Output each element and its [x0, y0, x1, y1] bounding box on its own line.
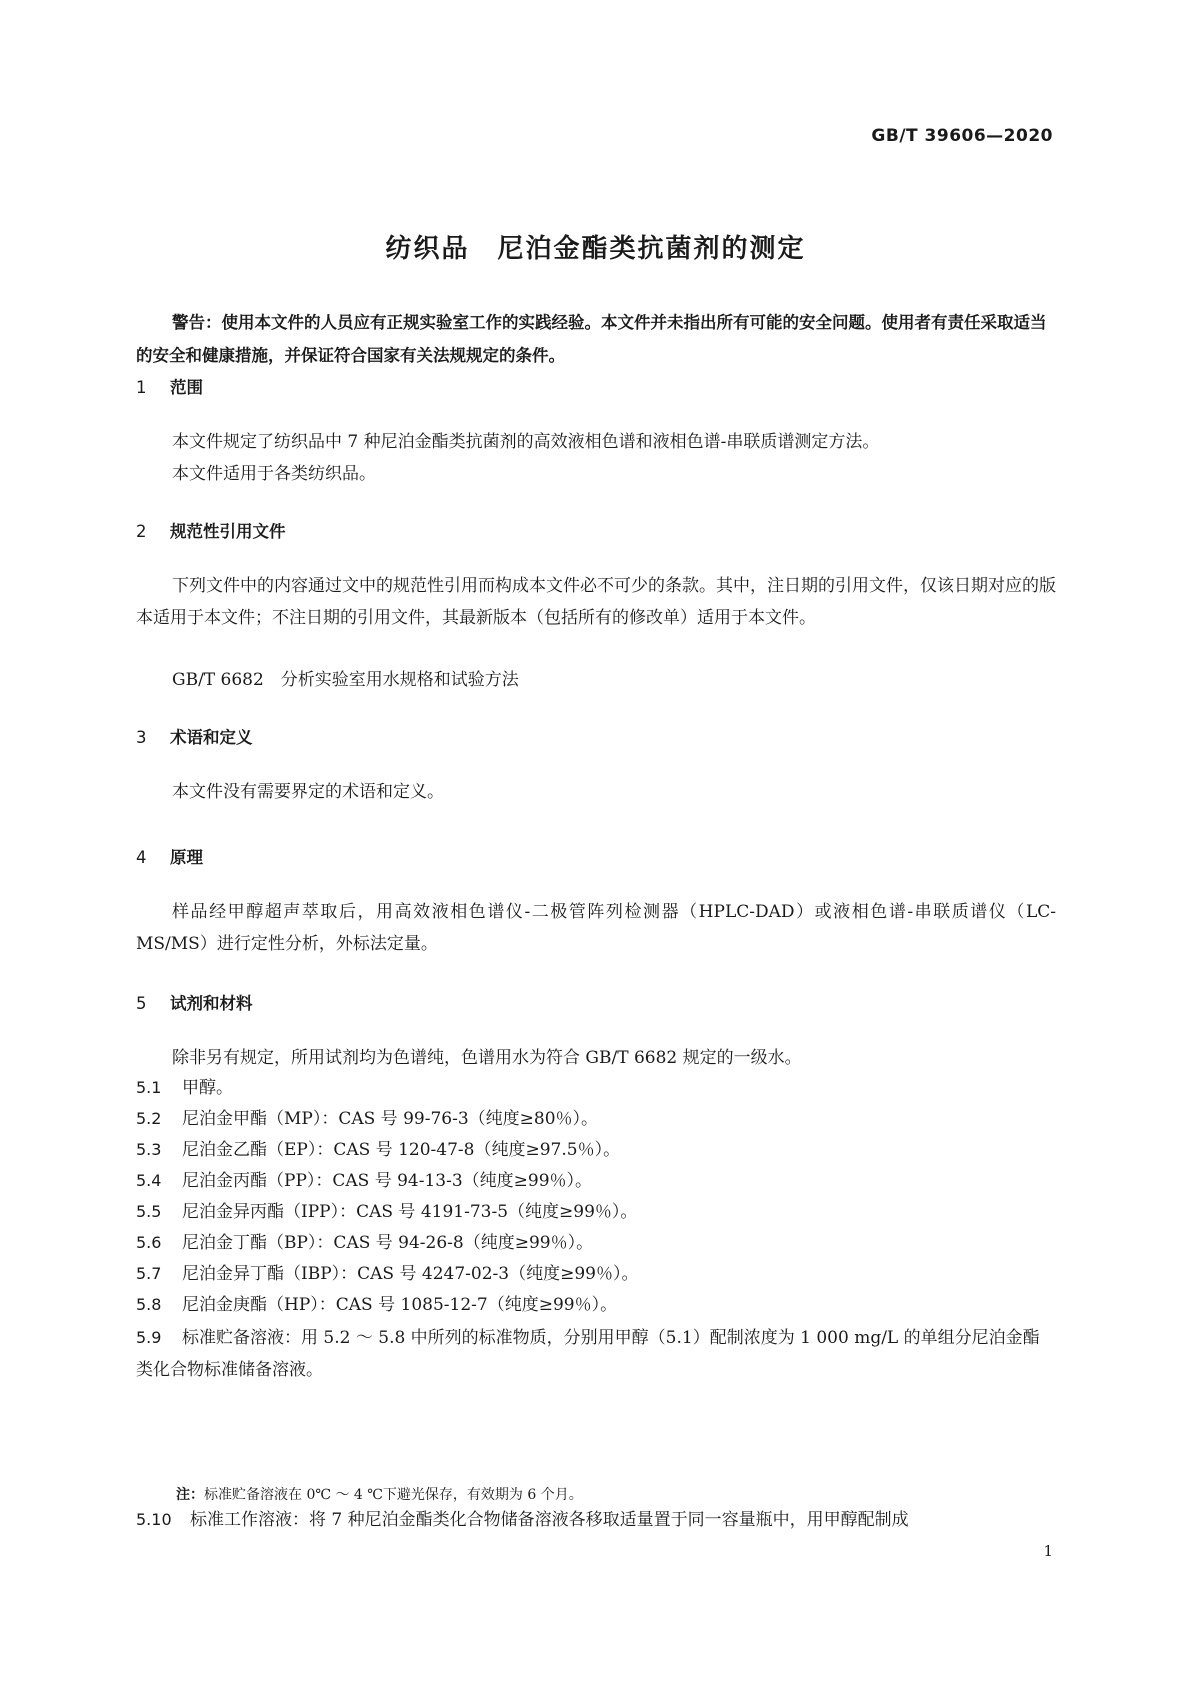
item-number: 5.2	[136, 1109, 162, 1128]
list-item	[136, 1103, 1056, 1135]
list-item	[136, 1504, 1056, 1536]
item-text: 尼泊金丁酯（BP）：CAS 号 94-26-8（纯度≥99％）。	[182, 1233, 594, 1253]
section-number: 1	[136, 378, 147, 397]
item-text: 尼泊金丙酯（PP）：CAS 号 94-13-3（纯度≥99％）。	[182, 1171, 593, 1191]
item-number: 5.5	[136, 1202, 162, 1221]
item-number: 5.10	[136, 1510, 172, 1529]
list-item	[136, 1196, 1056, 1228]
item-text: 尼泊金庚酯（HP）：CAS 号 1085-12-7（纯度≥99％）。	[182, 1295, 618, 1315]
warning-text: 警告：使用本文件的人员应有正规实验室工作的实践经验。本文件并未指出所有可能的安全问题。使用者有责任采取适当的安全和健康措施，并保证符合国家有关法规规定的条件。	[136, 313, 1047, 365]
paragraph: 下列文件中的内容通过文中的规范性引用而构成本文件必不可少的条款。其中，注日期的引用文件，仅该日期对应的版本适用于本文件；不注日期的引用文件，其最新版本（包括所有的修改单）适用于本文件。	[136, 576, 1056, 628]
item-text: 尼泊金异丙酯（IPP）：CAS 号 4191-73-5（纯度≥99％）。	[182, 1202, 638, 1222]
section-title: 术语和定义	[170, 728, 253, 747]
note	[176, 1484, 583, 1504]
section-heading-5	[136, 990, 253, 1014]
section-title: 原理	[170, 848, 203, 867]
item-number: 5.7	[136, 1264, 162, 1283]
list-item	[136, 1258, 1056, 1290]
list-item	[136, 1134, 1056, 1166]
section-heading-2	[136, 518, 286, 542]
list-item	[136, 1322, 1056, 1386]
item-text: 甲醇。	[182, 1078, 233, 1098]
list-item	[136, 1227, 1056, 1259]
paragraph: 本文件适用于各类纺织品。	[172, 464, 376, 484]
section-heading-3	[136, 724, 253, 748]
item-text: 尼泊金甲酯（MP）：CAS 号 99-76-3（纯度≥80％）。	[182, 1109, 599, 1129]
section-title: 试剂和材料	[170, 994, 253, 1013]
list-item	[136, 1165, 1056, 1197]
item-text: 标准贮备溶液：用 5.2 ～ 5.8 中所列的标准物质，分别用甲醇（5.1）配制浓度为 1 000 mg/L 的单组分尼泊金酯类化合物标准储备溶液。	[136, 1328, 1040, 1380]
page-number: 1	[1043, 1542, 1053, 1560]
item-number: 5.9	[136, 1328, 162, 1347]
paragraph: 本文件规定了纺织品中 7 种尼泊金酯类抗菌剂的高效液相色谱和液相色谱-串联质谱测定方法。	[172, 432, 880, 452]
section-number: 2	[136, 522, 147, 541]
section-heading-4	[136, 844, 203, 868]
item-number: 5.1	[136, 1078, 162, 1097]
standard-code: GB/T 39606—2020	[871, 126, 1053, 146]
item-number: 5.4	[136, 1171, 162, 1190]
list-item	[136, 1072, 1056, 1104]
section-title: 规范性引用文件	[170, 522, 286, 541]
section-number: 3	[136, 728, 147, 747]
note-label: 注：	[176, 1487, 204, 1503]
reference-item: GB/T 6682 分析实验室用水规格和试验方法	[172, 670, 519, 690]
item-number: 5.3	[136, 1140, 162, 1159]
item-text: 尼泊金乙酯（EP）：CAS 号 120-47-8（纯度≥97.5％）。	[182, 1140, 621, 1160]
section-number: 4	[136, 848, 147, 867]
section-number: 5	[136, 994, 147, 1013]
paragraph: 本文件没有需要界定的术语和定义。	[172, 782, 444, 802]
document-title: 纺织品 尼泊金酯类抗菌剂的测定	[385, 234, 806, 264]
item-number: 5.8	[136, 1295, 162, 1314]
paragraph: 除非另有规定，所用试剂均为色谱纯，色谱用水为符合 GB/T 6682 规定的一级水。	[172, 1048, 802, 1068]
item-text: 标准工作溶液：将 7 种尼泊金酯类化合物储备溶液各移取适量置于同一容量瓶中，用甲醇配制成	[190, 1510, 909, 1530]
item-text: 尼泊金异丁酯（IBP）：CAS 号 4247-02-3（纯度≥99％）。	[182, 1264, 639, 1284]
section-heading-1	[136, 374, 203, 398]
note-text: 标准贮备溶液在 0℃ ～ 4 ℃下避光保存，有效期为 6 个月。	[204, 1487, 583, 1503]
paragraph: 样品经甲醇超声萃取后，用高效液相色谱仪-二极管阵列检测器（HPLC-DAD）或液相色谱-串联质谱仪（LC-MS/MS）进行定性分析，外标法定量。	[136, 902, 1056, 954]
section-title: 范围	[170, 378, 203, 397]
item-number: 5.6	[136, 1233, 162, 1252]
list-item	[136, 1289, 1056, 1321]
